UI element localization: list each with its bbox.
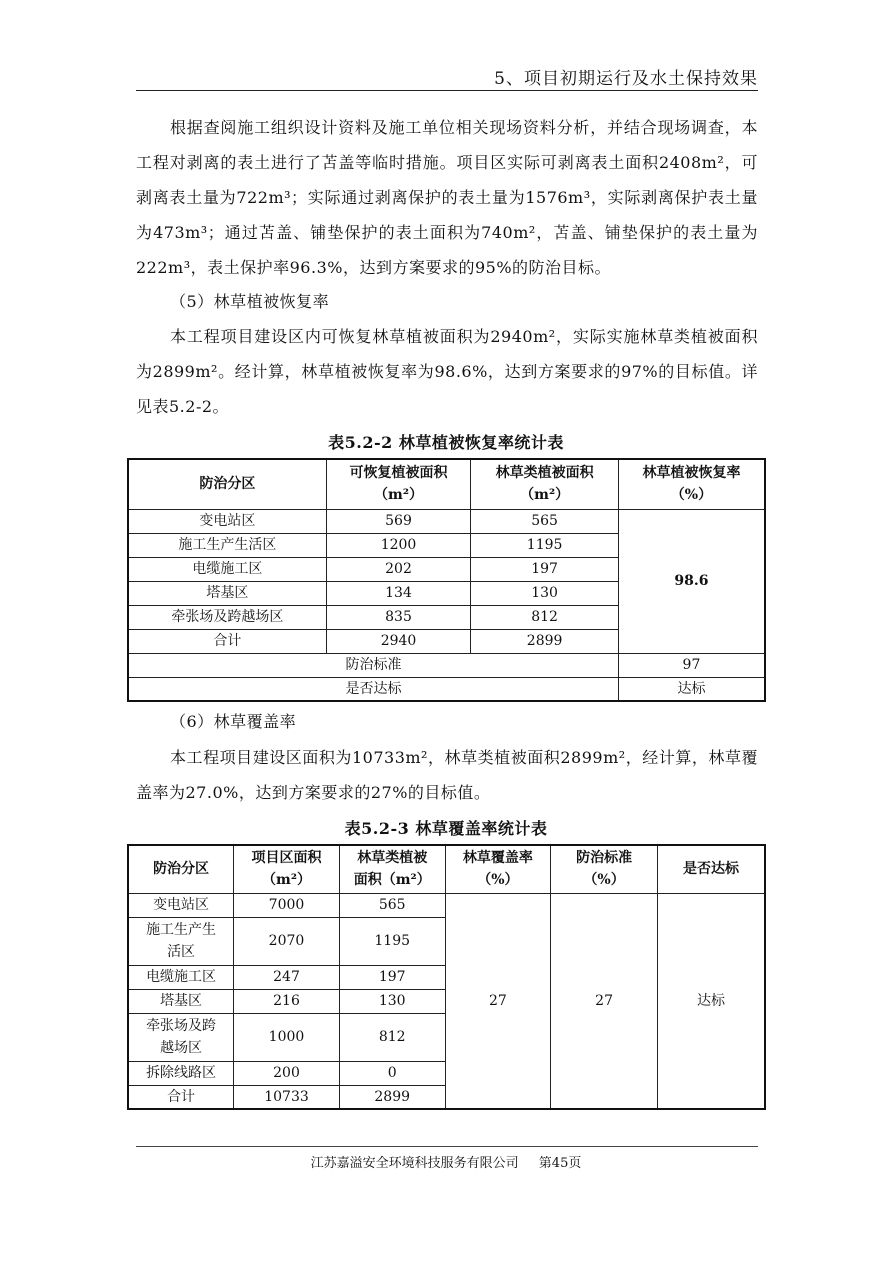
reached-label-cell: 是否达标 xyxy=(128,677,618,701)
value-cell: 7000 xyxy=(234,893,340,917)
total-label-cell: 合计 xyxy=(128,1085,234,1109)
zone-cell: 变电站区 xyxy=(128,893,234,917)
table-row xyxy=(128,893,765,917)
value-cell: 1195 xyxy=(471,533,619,557)
heading-vegetation-coverage: （6）林草覆盖率 xyxy=(170,712,297,731)
header-unit: （m²） xyxy=(374,487,423,504)
reached-row xyxy=(128,677,765,701)
paragraph-vegetation-restoration: 本工程项目建设区内可恢复林草植被面积为2940m²，实际实施林草类植被面积为2899m²。经计算，林草植被恢复率为98.6%，达到方案要求的97%的目标值。详见表5.2-2。 xyxy=(136,327,758,416)
total-value-cell: 10733 xyxy=(234,1085,340,1109)
value-cell: 202 xyxy=(326,557,471,581)
standard-label-cell: 防治标准 xyxy=(128,653,618,677)
header-cell xyxy=(618,459,765,509)
header-cell xyxy=(445,845,551,893)
page-number: 第45页 xyxy=(538,1156,582,1171)
standard-row xyxy=(128,653,765,677)
value-cell: 812 xyxy=(339,1013,445,1061)
standard-value-cell: 97 xyxy=(618,653,765,677)
header-cell xyxy=(326,459,471,509)
value-cell: 247 xyxy=(234,965,340,989)
paragraph-topsoil: 根据查阅施工组织设计资料及施工单位相关现场资料分析，并结合现场调查，本工程对剥离的表土进行了苫盖等临时措施。项目区实际可剥离表土面积2408m²，可剥离表土量为722m³；实际通过剥离保护的表土量为1576m³，实际剥离保护表土量为473m³；通过苫盖、铺垫保护的表土面积为740m²，苫盖、铺垫保护的表土量为222m³，表土保护率96.3%，达到方案要求的95%的防治目标。 xyxy=(136,118,758,277)
header-text: 项目区面积 xyxy=(251,850,322,867)
header-text: 防治标准 xyxy=(576,850,633,867)
paragraph-vegetation-coverage: 本工程项目建设区面积为10733m²，林草类植被面积2899m²，经计算，林草覆盖率为27.0%，达到方案要求的27%的目标值。 xyxy=(136,748,758,802)
header-text: 林草类植被面积 xyxy=(495,465,594,482)
total-value-cell: 2899 xyxy=(471,629,619,653)
coverage-standard-cell: 27 xyxy=(551,893,658,1109)
total-value-cell: 2899 xyxy=(339,1085,445,1109)
value-cell: 1000 xyxy=(234,1013,340,1061)
zone-cell: 变电站区 xyxy=(128,509,326,533)
header-text: 可恢复植被面积 xyxy=(349,465,448,482)
header-cell: 防治分区 xyxy=(128,459,326,509)
header-text: 林草植被恢复率 xyxy=(642,465,741,482)
zone-cell: 牵张场及跨越场区 xyxy=(128,605,326,629)
footer-company: 江苏嘉溢安全环境科技服务有限公司 xyxy=(310,1156,519,1171)
heading-vegetation-restoration: （5）林草植被恢复率 xyxy=(170,292,330,311)
value-cell: 197 xyxy=(471,557,619,581)
footer-divider xyxy=(136,1146,758,1147)
header-text: 林草覆盖率 xyxy=(462,850,533,867)
header-unit: （%） xyxy=(670,487,713,504)
value-cell: 134 xyxy=(326,581,471,605)
zone-cell: 塔基区 xyxy=(128,989,234,1013)
header-cell: 防治分区 xyxy=(128,845,234,893)
header-unit: 面积（m²） xyxy=(353,872,431,889)
reached-value-cell: 达标 xyxy=(618,677,765,701)
value-cell: 1195 xyxy=(339,917,445,965)
restoration-rate-cell: 98.6 xyxy=(618,509,765,653)
page-header xyxy=(136,62,758,91)
value-cell: 569 xyxy=(326,509,471,533)
zone-cell: 电缆施工区 xyxy=(128,965,234,989)
value-cell: 835 xyxy=(326,605,471,629)
value-cell: 216 xyxy=(234,989,340,1013)
value-cell: 2070 xyxy=(234,917,340,965)
header-cell: 是否达标 xyxy=(657,845,765,893)
coverage-rate-cell: 27 xyxy=(445,893,551,1109)
header-cell xyxy=(551,845,658,893)
header-cell xyxy=(234,845,340,893)
value-cell: 130 xyxy=(471,581,619,605)
header-unit: （m²） xyxy=(262,872,311,889)
header-cell xyxy=(471,459,619,509)
header-unit: （%） xyxy=(583,872,625,889)
coverage-reached-cell: 达标 xyxy=(657,893,765,1109)
zone-cell: 施工生产生活区 xyxy=(128,917,234,965)
table2-caption: 表5.2-3 林草覆盖率统计表 xyxy=(344,819,548,838)
zone-cell: 拆除线路区 xyxy=(128,1061,234,1085)
value-cell: 565 xyxy=(471,509,619,533)
zone-cell: 施工生产生活区 xyxy=(128,533,326,557)
value-cell: 130 xyxy=(339,989,445,1013)
vegetation-restoration-table xyxy=(127,458,766,702)
table1-caption: 表5.2-2 林草植被恢复率统计表 xyxy=(328,433,564,452)
table-header-row xyxy=(128,845,765,893)
vegetation-coverage-table xyxy=(127,844,766,1110)
value-cell: 812 xyxy=(471,605,619,629)
value-cell: 200 xyxy=(234,1061,340,1085)
zone-cell: 牵张场及跨越场区 xyxy=(128,1013,234,1061)
table-row xyxy=(128,509,765,533)
section-title: 5、项目初期运行及水土保持效果 xyxy=(494,69,758,89)
value-cell: 0 xyxy=(339,1061,445,1085)
value-cell: 1200 xyxy=(326,533,471,557)
header-cell xyxy=(339,845,445,893)
zone-cell: 电缆施工区 xyxy=(128,557,326,581)
header-text: 林草类植被 xyxy=(357,850,428,867)
total-value-cell: 2940 xyxy=(326,629,471,653)
value-cell: 197 xyxy=(339,965,445,989)
value-cell: 565 xyxy=(339,893,445,917)
total-label-cell: 合计 xyxy=(128,629,326,653)
header-unit: （m²） xyxy=(520,487,570,504)
zone-cell: 塔基区 xyxy=(128,581,326,605)
header-unit: （%） xyxy=(477,872,519,889)
table-header-row xyxy=(128,459,765,509)
page-footer xyxy=(0,1152,892,1171)
